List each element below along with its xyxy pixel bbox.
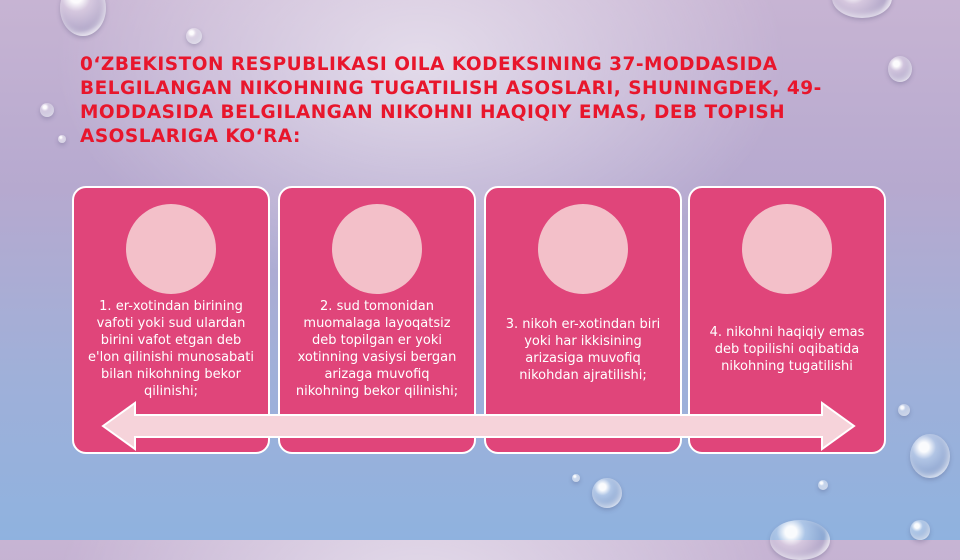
card-text: 4. nikohni haqiqiy emas deb topilishi oqibatida nikohning tugatilishi [709, 325, 865, 374]
double-arrow-shape [103, 403, 854, 449]
slide-title: 0‘ZBEKISTON RESPUBLIKASI OILA KODEKSINING 37-MODDASIDA BELGILANGAN NIKOHNING TUGATILISH ASOSLARI, SHUNINGDEK, 49-MODDASIDA BELGILANGAN NIKOHNI HAQIQIY EMAS, DEB TOPISH ASOSLARIGA KO‘RA: [80, 54, 822, 147]
card-text: 2. sud tomonidan muomalaga layoqatsiz deb topilgan er yoki xotinning vasiysi bergan arizaga muvofiq nikohning bekor qilinishi; [295, 299, 459, 399]
card-text: 1. er-xotindan birining vafoti yoki sud ulardan birini vafot etgan deb e'lon qilinishi munosabati bilan nikohning bekor qilinishi; [88, 299, 254, 399]
card-text: 3. nikoh er-xotindan biri yoki har ikkisining arizasiga muvofiq nikohdan ajratilishi; [505, 317, 661, 383]
